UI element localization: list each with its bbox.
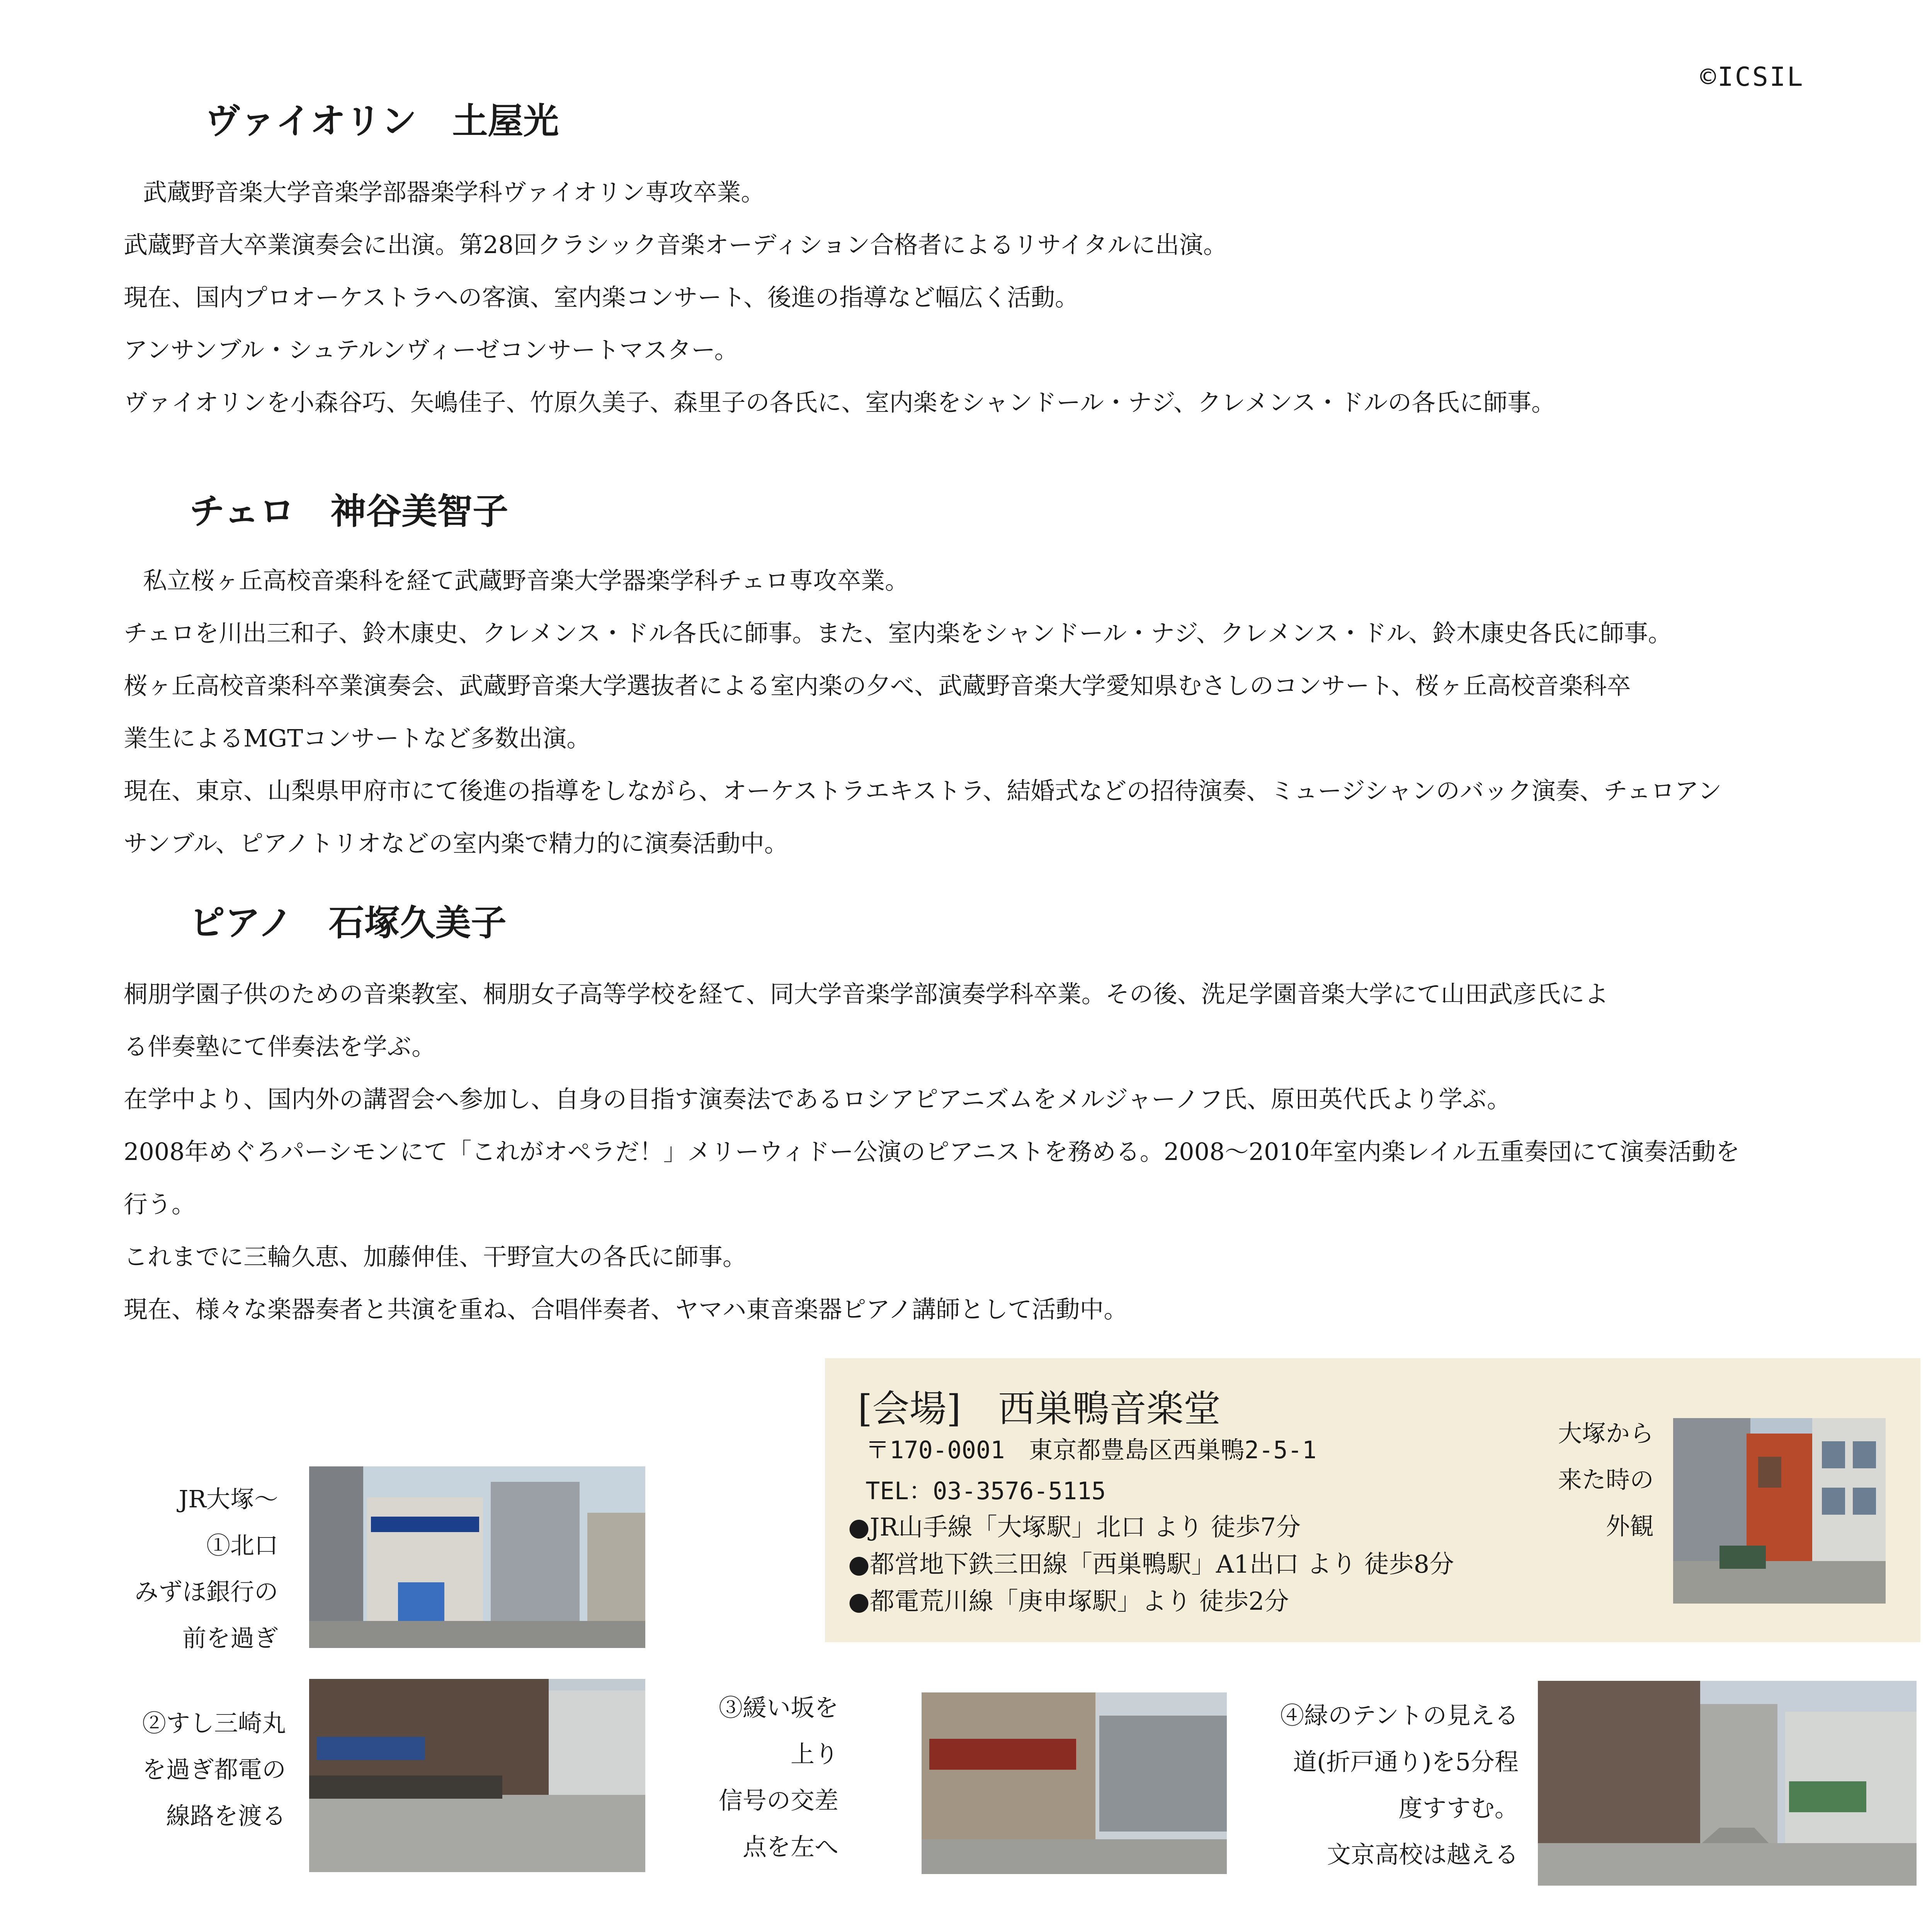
caption-line: を過ぎ都電の [142,1755,286,1784]
caption-line: 信号の交差 [718,1786,838,1815]
caption-line: ③緩い坂を [718,1694,838,1722]
text-line: 現在、様々な楽器奏者と共演を重ね、合唱伴奏者、ヤマハ東音楽器ピアノ講師として活動中。 [124,1295,1128,1323]
profile-heading-cello: チェロ 神谷美智子 [189,490,509,532]
caption-line: ②すし三崎丸 [142,1709,286,1737]
caption-line: JR大塚～ [179,1485,278,1513]
text-line: チェロを川出三和子、鈴木康史、クレメンス・ドル各氏に師事。また、室内楽をシャンドール・ナジ、クレメンス・ドル、鈴木康史各氏に師事。 [124,619,1672,647]
route-photo-1-image [309,1466,645,1648]
caption-line: 線路を渡る [166,1802,286,1830]
caption-line: 外観 [1605,1512,1654,1540]
text-line: 私立桜ヶ丘高校音楽科を経て武蔵野音楽大学器楽学科チェロ専攻卒業。 [143,566,909,595]
venue-exterior-photo [1673,1418,1886,1604]
access-line: ●都営地下鉄三田線「西巣鴨駅」A1出口 より 徒歩8分 [848,1550,1454,1579]
text-line: る伴奏塾にて伴奏法を学ぶ。 [124,1032,436,1061]
text-line: 業生によるMGTコンサートなど多数出演。 [124,724,591,752]
text-line: 武蔵野音楽大学音楽学部器楽学科ヴァイオリン専攻卒業。 [143,178,765,206]
route-photo-2-image [309,1679,645,1872]
venue-tel: TEL：03-3576-5115 [866,1477,1106,1505]
caption-line: 文京高校は越える [1327,1840,1519,1869]
profile-heading-violin: ヴァイオリン 土屋光 [205,100,559,142]
route-caption-1 [85,1476,278,1662]
route-photo-2 [309,1679,645,1872]
route-caption-2 [85,1700,286,1839]
exterior-photo-image [1673,1418,1886,1604]
profile-text-cello [124,554,1722,870]
caption-line: 大塚から [1558,1419,1654,1447]
text-line: 武蔵野音大卒業演奏会に出演。第28回クラシック音楽オーディション合格者によるリサイタルに出演。 [124,231,1227,259]
route-photo-1 [309,1466,645,1648]
caption-line: 度すすむ。 [1398,1794,1519,1822]
access-line: ●都電荒川線「庚申塚駅」より 徒歩2分 [848,1587,1289,1616]
text-line: ヴァイオリンを小森谷巧、矢嶋佳子、竹原久美子、森里子の各氏に、室内楽をシャンドール・ナジ、クレメンス・ドルの各氏に師事。 [124,388,1556,417]
profile-text-violin [124,166,1555,429]
route-photo-4 [1538,1681,1917,1886]
text-line: 現在、国内プロオーケストラへの客演、室内楽コンサート、後進の指導など幅広く活動。 [124,283,1079,311]
text-line: 桜ヶ丘高校音楽科卒業演奏会、武蔵野音楽大学選抜者による室内楽の夕べ、武蔵野音楽大学愛知県むさしのコンサート、桜ヶ丘高校音楽科卒 [124,672,1631,700]
text-line: 在学中より、国内外の講習会へ参加し、自身の目指す演奏法であるロシアピアニズムをメルジャーノフ氏、原田英代氏より学ぶ。 [124,1085,1511,1113]
text-line: これまでに三輪久恵、加藤伸佳、干野宣大の各氏に師事。 [124,1243,747,1271]
venue-address [866,1430,1316,1512]
route-photo-3 [922,1692,1227,1874]
venue-postal: 〒170-0001 東京都豊島区西巣鴨2-5-1 [866,1436,1317,1464]
route-photo-4-image [1538,1681,1917,1886]
route-caption-4 [1236,1692,1519,1878]
text-line: 桐朋学園子供のための音楽教室、桐朋女子高等学校を経て、同大学音楽学部演奏学科卒業。その後、洗足学園音楽大学にて山田武彦氏によ [124,980,1609,1008]
venue-title: [会場] 西巣鴨音楽堂 [858,1387,1221,1430]
caption-line: ①北口 [206,1531,278,1560]
profile-heading-piano: ピアノ 石塚久美子 [189,902,507,944]
text-line: 2008年めぐろパーシモンにて「これがオペラだ！」メリーウィドー公演のピアニストを務める。2008～2010年室内楽レイル五重奏団にて演奏活動を [124,1138,1740,1166]
venue-access-list [848,1509,1454,1620]
profile-text-piano [124,968,1740,1336]
caption-line: ④緑のテントの見える [1280,1701,1519,1730]
access-line: ●JR山手線「大塚駅」北口 より 徒歩7分 [848,1513,1301,1542]
text-line: 現在、東京、山梨県甲府市にて後進の指導をしながら、オーケストラエキストラ、結婚式などの招待演奏、ミュージシャンのバック演奏、チェロアン [124,777,1722,805]
route-caption-3 [676,1685,838,1870]
caption-line: 点を左へ [742,1833,838,1861]
route-photo-3-image [922,1692,1227,1874]
exterior-caption [1507,1410,1654,1549]
caption-line: 道(折戸通り)を5分程 [1293,1748,1519,1776]
text-line: 行う。 [124,1190,196,1218]
caption-line: 前を過ぎ [182,1624,278,1652]
caption-line: 来た時の [1558,1466,1654,1494]
copyright-notice: ©ICSIL [1700,62,1804,92]
caption-line: 上り [790,1740,838,1768]
caption-line: みずほ銀行の [134,1578,278,1606]
text-line: アンサンブル・シュテルンヴィーゼコンサートマスター。 [124,336,738,364]
text-line: サンブル、ピアノトリオなどの室内楽で精力的に演奏活動中。 [124,829,788,857]
